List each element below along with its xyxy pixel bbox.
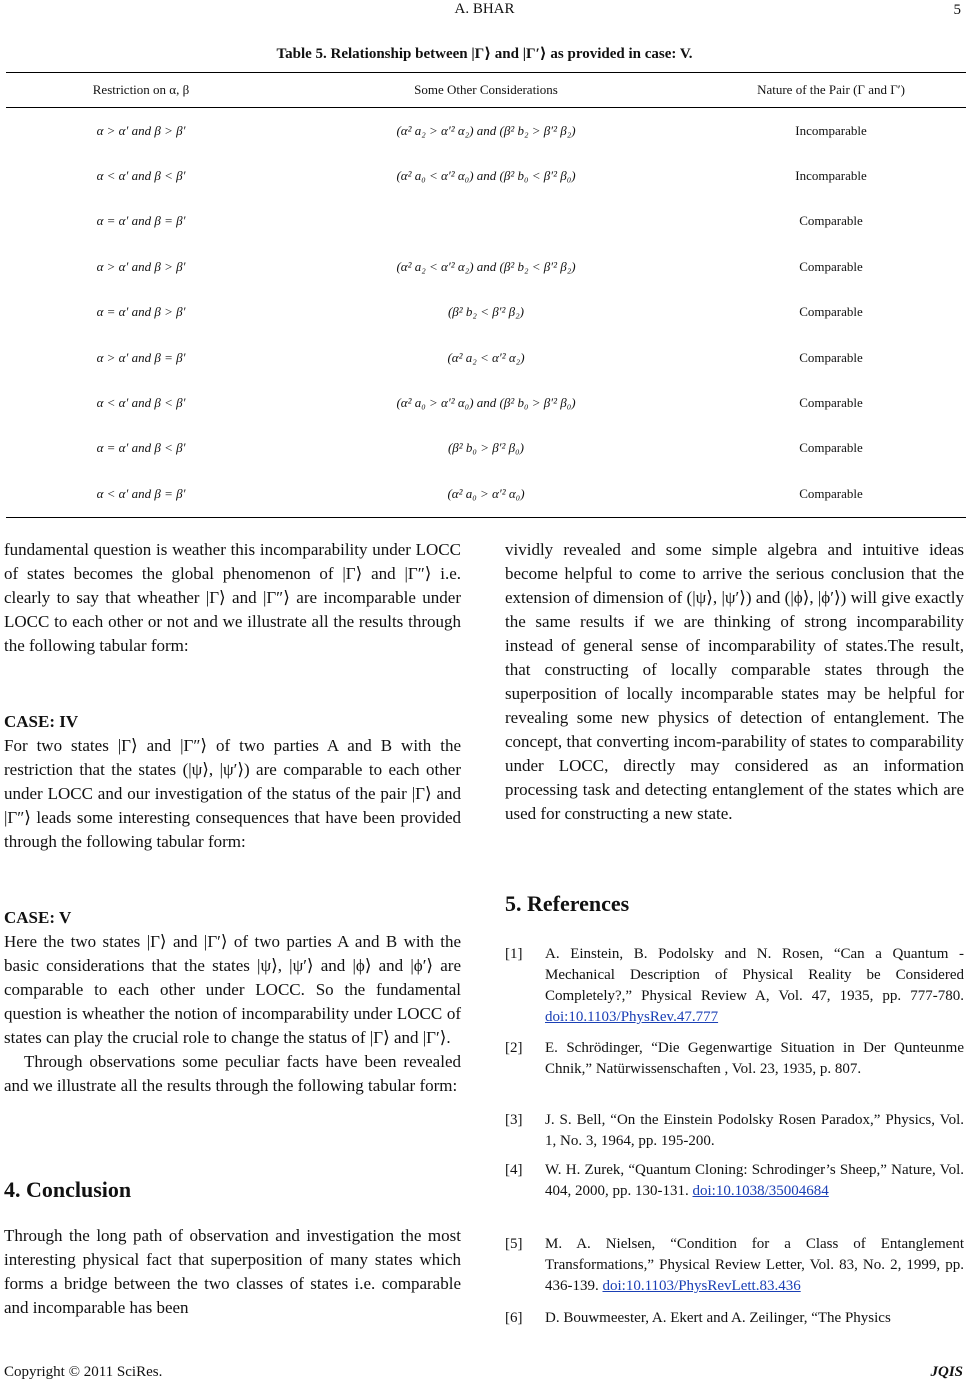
- cell-consideration: (β² b₀ > β′² β₀): [447, 440, 525, 456]
- table-row: [6, 108, 966, 153]
- reference-number: [6]: [505, 1310, 523, 1326]
- reference-item: [505, 1234, 964, 1297]
- table-caption: Table 5. Relationship between |Γ⟩ and |Γ′⟩ as provided in case: V.: [276, 46, 693, 62]
- header-restriction: Restriction on α, β: [92, 82, 190, 97]
- reference-text: E. Schrödinger, “Die Gegenwartige Situation in Der Qunteunme Chnik,” Natürwissenschaften , Vol. 23, 1935, p. 807.: [545, 1040, 964, 1077]
- doi-link[interactable]: doi:10.1103/PhysRevLett.83.436: [602, 1278, 801, 1294]
- references-heading-wrap: [505, 892, 964, 916]
- header-nature: Nature of the Pair (Γ and Γ′): [757, 82, 905, 97]
- left-column-case4: [4, 710, 461, 854]
- cell-consideration: (α² a₂ > α′² α₂) and (β² b₂ > β′² β₂): [396, 122, 576, 138]
- reference-number: [2]: [505, 1040, 523, 1056]
- table-row: [6, 471, 966, 517]
- reference-number: [3]: [505, 1112, 523, 1128]
- paragraph-conclusion-continued: vividly revealed and some simple algebra and intuitive ideas become helpful to come to arrive the serious conclusion that the extension of dimension of (|ψ⟩, |ψ′⟩) and (|ϕ⟩, |ϕ′⟩) will give exactly the same results if we are thinking of strong incomparability instead of general sense of incomparability of states.The result, that constructing of locally comparable states through the superposition of locally incomparable states may be helpful for revealing some new physics of detection of entanglement. The concept, that converting incom-parability of states to comparability under LOCC, directly may considered as an information processing task and detecting entanglement of the states which are used for constructing a new state.: [505, 540, 964, 823]
- table-row: [6, 426, 966, 471]
- paragraph-conclusion: Through the long path of observation and investigation the most interesting physical fact that superposition of many states which forms a bridge between the two classes of states i.e. comparable and incomparable has been: [4, 1226, 461, 1317]
- case-v-title: CASE: V: [4, 908, 72, 927]
- paragraph-case-v-observations: Through observations some peculiar facts have been revealed and we illustrate all the results through the following tabular form:: [4, 1052, 461, 1095]
- reference-item: [505, 1110, 964, 1152]
- case-iv-title: CASE: IV: [4, 712, 79, 731]
- doi-link[interactable]: doi:10.1038/35004684: [692, 1183, 829, 1199]
- references-heading: 5. References: [505, 891, 630, 916]
- table-row: [6, 244, 966, 289]
- doi-link[interactable]: doi:10.1103/PhysRev.47.777: [545, 1009, 719, 1025]
- header-considerations: Some Other Considerations: [414, 82, 558, 97]
- cell-restriction: α < α′ and β < β′: [96, 395, 186, 411]
- reference-text: A. Einstein, B. Podolsky and N. Rosen, “Can a Quantum -Mechanical Description of Physical Reality be Considered Completely?,” Physical Review A, Vol. 47, 1935, pp. 777-780. doi:10.1103/PhysRev.47.777: [545, 946, 964, 1025]
- table-row: [6, 290, 966, 335]
- cell-restriction: α > α′ and β > β′: [96, 122, 186, 138]
- cell-nature: Incomparable: [795, 168, 867, 184]
- reference-item: [505, 1038, 964, 1080]
- cell-nature: Comparable: [799, 213, 863, 229]
- reference-number: [5]: [505, 1236, 523, 1252]
- paragraph-intro: fundamental question is weather this incomparability under LOCC of states becomes the global phenomenon of |Γ⟩ and |Γ″⟩ i.e. clearly to say that wheather |Γ⟩ and |Γ″⟩ are incomparable under LOCC to each other or not and we illustrate all the results through the following tabular form:: [4, 540, 461, 655]
- cell-restriction: α < α′ and β < β′: [96, 168, 186, 184]
- footer-journal: JQIS: [930, 1364, 963, 1380]
- cell-restriction: α = α′ and β < β′: [96, 440, 186, 456]
- cell-nature: Comparable: [799, 395, 863, 411]
- table-row: [6, 380, 966, 425]
- cell-nature: Comparable: [799, 440, 863, 456]
- cell-consideration: (α² a₀ > α′² α₀) and (β² b₀ > β′² β₀): [396, 395, 576, 411]
- cell-restriction: α = α′ and β > β′: [96, 304, 186, 320]
- cell-nature: Incomparable: [795, 122, 867, 138]
- cell-nature: Comparable: [799, 258, 863, 274]
- left-column-intro: [4, 538, 461, 658]
- reference-text: D. Bouwmeester, A. Ekert and A. Zeilinger, “The Physics: [545, 1310, 891, 1326]
- paragraph-case-v: Here the two states |Γ⟩ and |Γ′⟩ of two parties A and B with the basic considerations that the states |ψ⟩, |ψ′⟩ and |ϕ⟩ and |ϕ′⟩ are comparable to each other under LOCC. So the fundamental question is wheather the notion of incomparability under LOCC of states can play the crucial role to change the status of |Γ⟩ and |Γ′⟩.: [4, 932, 461, 1047]
- paragraph-case-iv: For two states |Γ⟩ and |Γ″⟩ of two parties A and B with the restriction that the states (|ψ⟩, |ψ′⟩) are comparable to each other under LOCC and our investigation of the status of the pair |Γ⟩ and |Γ″⟩ leads some interesting consequences that have been provided through the following tabular form:: [4, 736, 461, 851]
- cell-nature: Comparable: [799, 349, 863, 365]
- right-column-text: [505, 538, 964, 826]
- relationship-table: [6, 72, 966, 518]
- cell-restriction: α = α′ and β = β′: [96, 213, 186, 229]
- cell-consideration: (α² a₂ < α′² α₂): [447, 349, 525, 365]
- reference-text: W. H. Zurek, “Quantum Cloning: Schrodinger’s Sheep,” Nature, Vol. 404, 2000, pp. 130-131. doi:10.1038/35004684: [545, 1162, 964, 1199]
- cell-consideration: (α² a₀ < α′² α₀) and (β² b₀ < β′² β₀): [396, 168, 576, 184]
- reference-text: M. A. Nielsen, “Condition for a Class of Entanglement Transformations,” Physical Review Letter, Vol. 83, No. 2, 1999, pp. 436-139. doi:10.1103/PhysRevLett.83.436: [545, 1236, 964, 1294]
- left-column-conclusion: [4, 1178, 461, 1320]
- table-header-row: [6, 72, 966, 108]
- conclusion-heading: 4. Conclusion: [4, 1177, 132, 1202]
- reference-number: [4]: [505, 1162, 523, 1178]
- cell-restriction: α > α′ and β = β′: [96, 349, 186, 365]
- reference-item: [505, 944, 964, 1028]
- table-row: [6, 153, 966, 198]
- cell-nature: Comparable: [799, 485, 863, 501]
- running-header-author: A. BHAR: [454, 1, 515, 17]
- table-row: [6, 199, 966, 244]
- cell-restriction: α > α′ and β > β′: [96, 258, 186, 274]
- cell-consideration: (α² a₂ < α′² α₂) and (β² b₂ < β′² β₂): [396, 258, 576, 274]
- cell-consideration: (α² a₀ > α′² α₀): [447, 485, 525, 501]
- cell-restriction: α < α′ and β = β′: [96, 485, 186, 501]
- cell-consideration: (β² b₂ < β′² β₂): [447, 304, 525, 320]
- cell-nature: Comparable: [799, 304, 863, 320]
- left-column-case5: [4, 906, 461, 1098]
- table-row: [6, 335, 966, 380]
- reference-text: J. S. Bell, “On the Einstein Podolsky Rosen Paradox,” Physics, Vol. 1, No. 3, 1964, pp. 195-200.: [545, 1112, 964, 1149]
- reference-number: [1]: [505, 946, 523, 962]
- reference-item: [505, 1308, 964, 1329]
- page-number: 5: [953, 2, 961, 18]
- footer-copyright: Copyright © 2011 SciRes.: [4, 1364, 163, 1380]
- reference-item: [505, 1160, 964, 1202]
